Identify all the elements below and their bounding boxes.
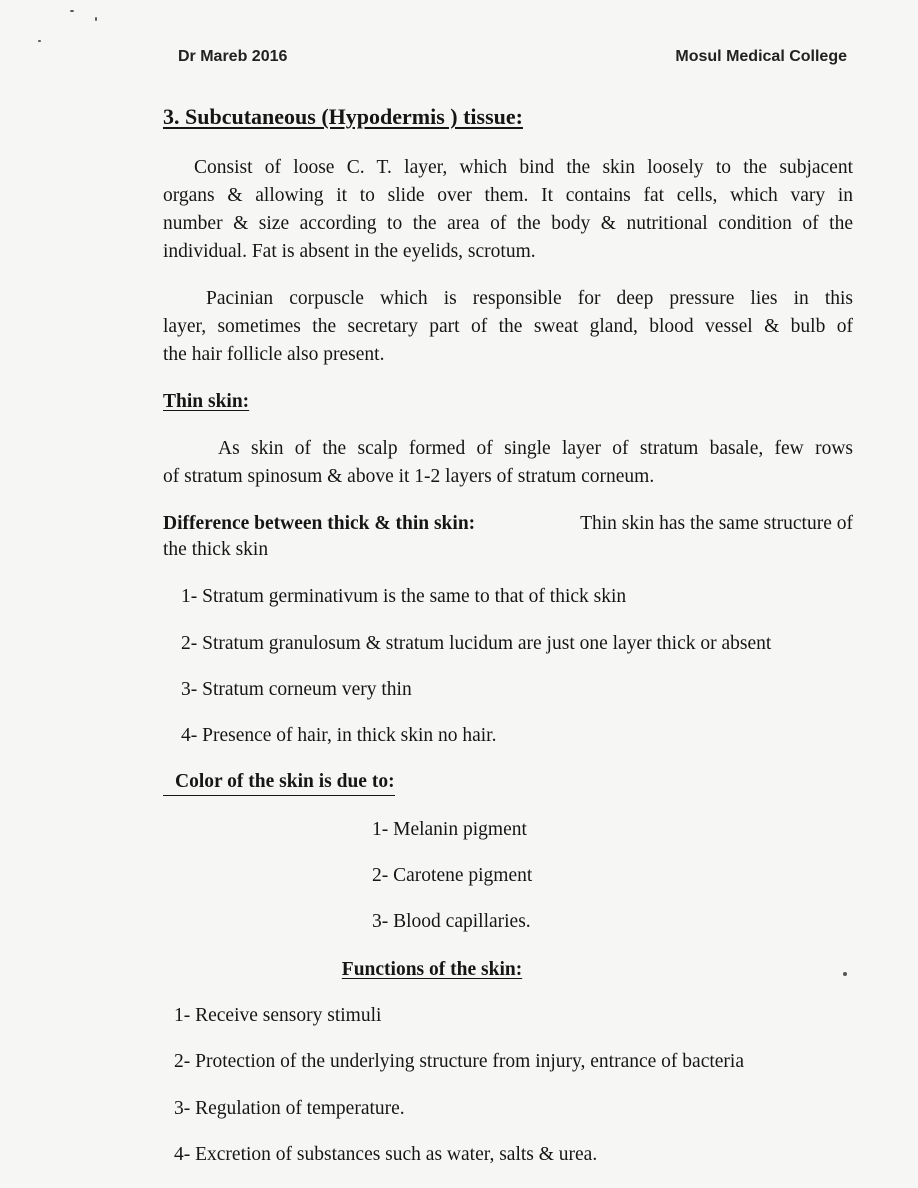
difference-line: [163, 510, 853, 538]
difference-item: 3- Stratum corneum very thin: [181, 679, 412, 700]
function-item: 2- Protection of the underlying structure from injury, entrance of bacteria: [174, 1051, 744, 1072]
color-heading-wrap: [163, 769, 395, 796]
paragraph-line: As skin of the scalp formed of single layer of stratum basale, few rows: [218, 438, 853, 459]
color-item: 2- Carotene pigment: [372, 865, 533, 886]
paragraph-line: the thick skin: [163, 539, 269, 560]
functions-heading: Functions of the skin:: [341, 959, 523, 980]
paragraph-line: layer, sometimes the secretary part of the sweat gland, blood vessel & bulb of: [163, 316, 853, 337]
difference-item: 1- Stratum germinativum is the same to that of thick skin: [181, 586, 627, 607]
difference-label: Difference between thick & thin skin:: [163, 513, 476, 534]
paragraph-line: organs & allowing it to slide over them. It contains fat cells, which vary in: [163, 185, 853, 206]
difference-item: 2- Stratum granulosum & stratum lucidum are just one layer thick or absent: [181, 633, 772, 654]
header-author: Dr Mareb 2016: [178, 48, 288, 65]
function-item: 4- Excretion of substances such as water, salts & urea.: [174, 1144, 598, 1165]
paragraph-line: of stratum spinosum & above it 1-2 layers of stratum corneum.: [163, 466, 655, 487]
color-item: 3- Blood capillaries.: [372, 911, 531, 932]
header-institution: Mosul Medical College: [675, 48, 847, 65]
paragraph-line: Pacinian corpuscle which is responsible for deep pressure lies in this: [206, 288, 853, 309]
paragraph-line: Consist of loose C. T. layer, which bind the skin loosely to the subjacent: [194, 157, 853, 178]
color-heading: Color of the skin is due to:: [175, 771, 395, 792]
thin-skin-heading: Thin skin:: [163, 391, 250, 412]
color-item: 1- Melanin pigment: [372, 819, 527, 840]
section-title: 3. Subcutaneous (Hypodermis ) tissue:: [163, 104, 523, 129]
paragraph-line: the hair follicle also present.: [163, 344, 385, 365]
difference-item: 4- Presence of hair, in thick skin no hair.: [181, 725, 497, 746]
paragraph-line: number & size according to the area of the body & nutritional condition of the: [163, 213, 853, 234]
scan-speck: [95, 17, 97, 21]
difference-text: Thin skin has the same structure of: [580, 513, 853, 534]
scan-speck: [38, 40, 41, 42]
scan-speck: [70, 10, 74, 12]
paragraph-line: individual. Fat is absent in the eyelids, scrotum.: [163, 241, 536, 262]
function-item: 3- Regulation of temperature.: [174, 1098, 405, 1119]
function-item: 1- Receive sensory stimuli: [174, 1005, 382, 1026]
